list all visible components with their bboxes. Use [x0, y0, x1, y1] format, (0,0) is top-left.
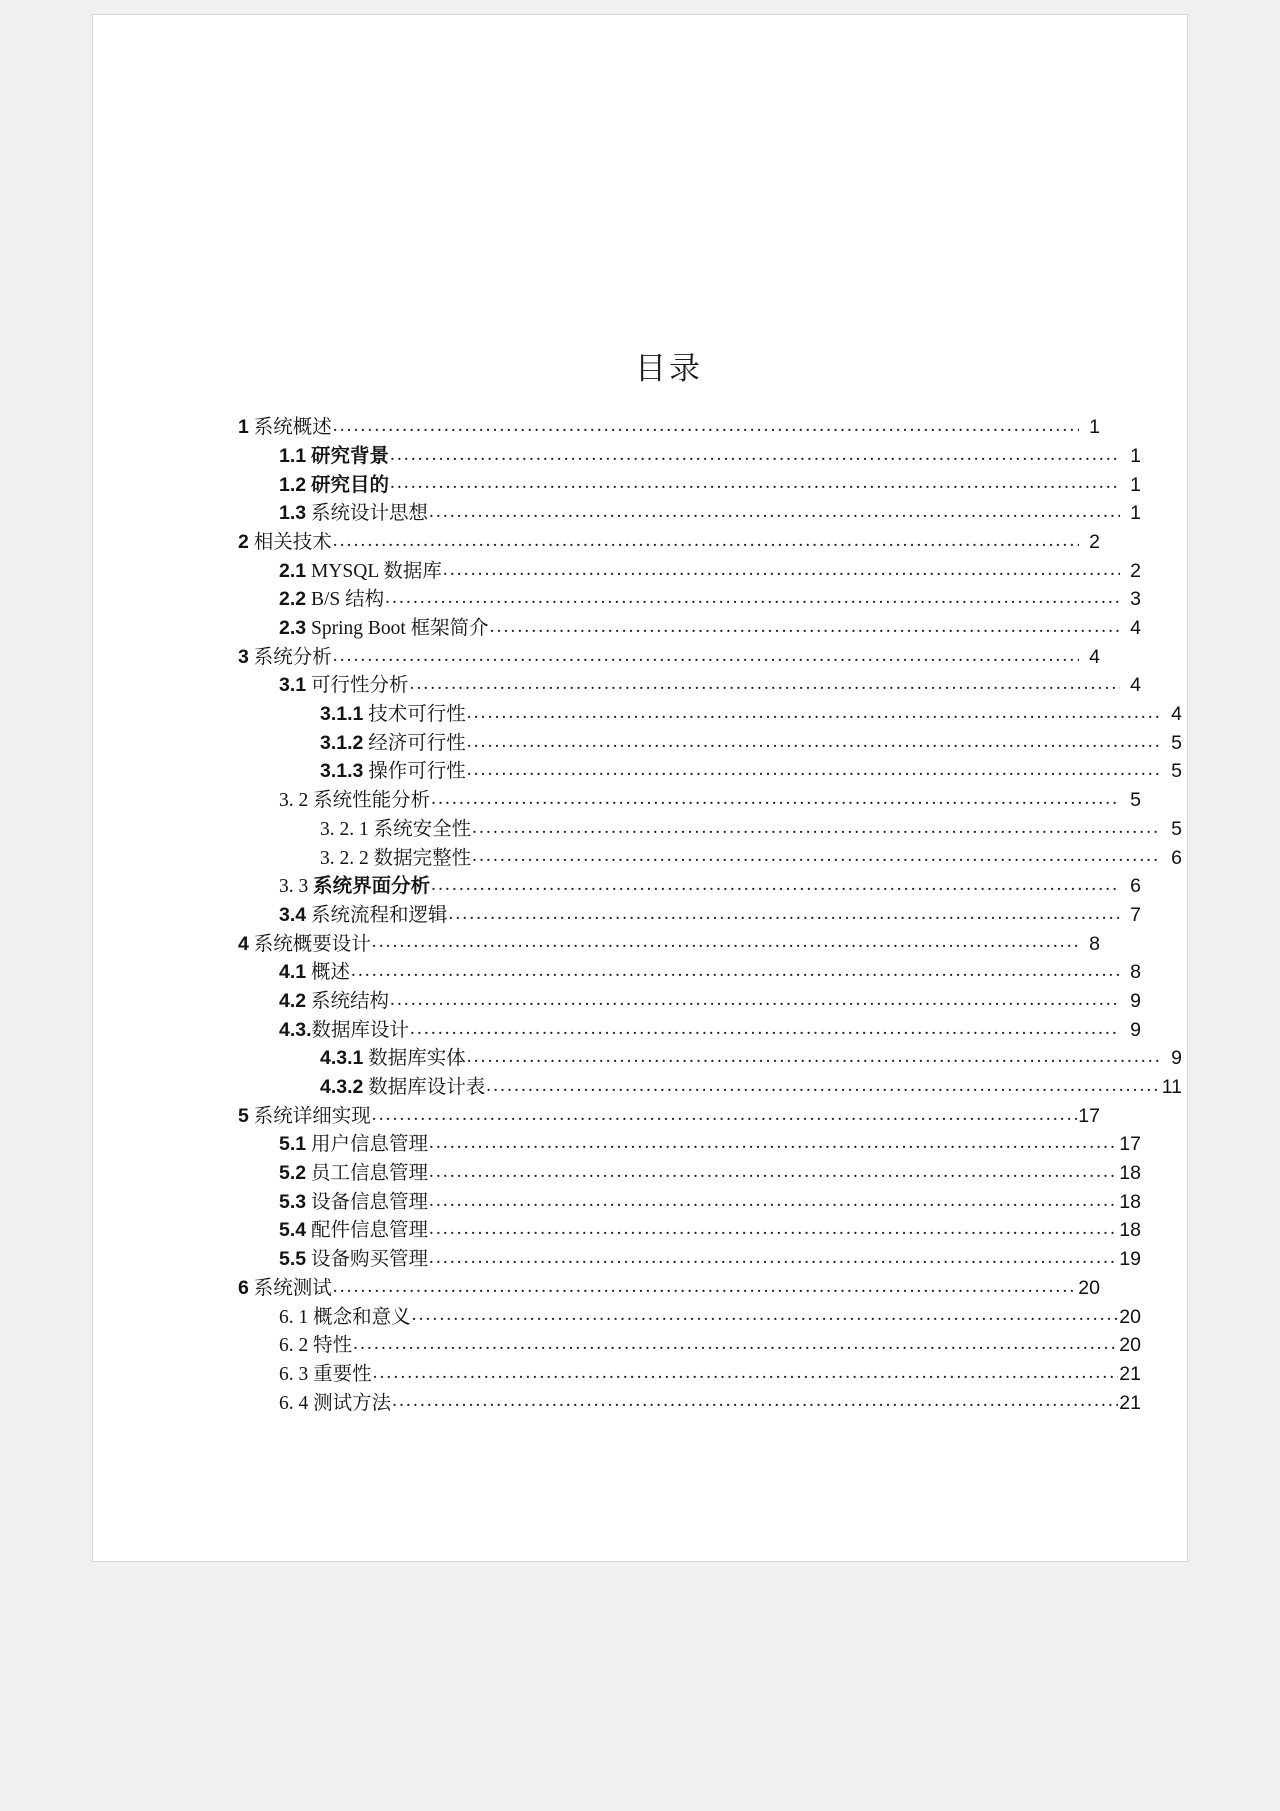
toc-entry-label	[238, 1104, 371, 1127]
toc-entry-page-number: 5	[1171, 817, 1182, 840]
toc-entry[interactable]	[238, 905, 1141, 926]
toc-entry-page-number: 8	[1089, 932, 1100, 955]
toc-entry-label	[320, 1078, 485, 1098]
toc-entry-text: 系统结构	[310, 990, 389, 1012]
document-page	[92, 14, 1188, 1562]
toc-entry[interactable]	[238, 819, 1182, 840]
toc-entry-text: 重要性	[313, 1363, 372, 1385]
toc-entry-text: 系统概述	[253, 417, 332, 439]
toc-entry-page-number: 17	[1119, 1133, 1141, 1156]
toc-entry-number: 2	[238, 530, 249, 553]
toc-entry-number: 5.1	[279, 1133, 307, 1156]
toc-leader-dots	[429, 1163, 1118, 1179]
toc-entry-text: 设备信息管理	[310, 1191, 428, 1213]
toc-entry-number: 4.2	[279, 989, 307, 1012]
toc-entry-number: 2.2	[279, 588, 307, 611]
toc-entry[interactable]	[238, 647, 1100, 668]
toc-entry-text: 操作可行性	[368, 761, 466, 783]
toc-entry-page-number: 18	[1119, 1219, 1141, 1242]
toc-leader-dots	[467, 704, 1161, 720]
toc-entry-number: 3	[238, 645, 249, 668]
toc-entry-page-number: 18	[1119, 1162, 1141, 1185]
toc-entry-text: 系统界面分析	[313, 875, 431, 898]
toc-entry-page-number: 7	[1130, 903, 1141, 926]
toc-entry[interactable]	[238, 704, 1182, 725]
toc-entry-number: 3.1.2	[320, 731, 364, 754]
toc-entry-number: 2.1	[279, 559, 307, 582]
toc-entry-label	[279, 1365, 372, 1385]
toc-entry-label	[279, 676, 409, 696]
toc-entry-text: 概念和意义	[313, 1306, 411, 1328]
toc-entry-number: 1.3	[279, 502, 307, 525]
toc-entry-text: 可行性分析	[310, 675, 409, 697]
toc-entry-page-number: 11	[1161, 1076, 1182, 1098]
toc-entry-page-number: 21	[1119, 1362, 1141, 1385]
toc-entry-page-number: 1	[1130, 444, 1141, 467]
toc-leader-dots	[472, 848, 1161, 864]
toc-entry-page-number: 4	[1171, 703, 1182, 726]
toc-leader-dots	[373, 1364, 1119, 1380]
toc-entry-page-number: 20	[1078, 1276, 1100, 1299]
toc-entry[interactable]	[238, 1220, 1141, 1241]
toc-leader-dots	[390, 446, 1120, 462]
toc-entry[interactable]	[238, 503, 1141, 524]
toc-entry-number: 4	[238, 932, 249, 955]
toc-entry[interactable]	[238, 417, 1100, 438]
toc-entry-number: 3. 2	[279, 790, 309, 812]
toc-entry-page-number: 6	[1130, 875, 1141, 898]
toc-entry-page-number: 5	[1171, 731, 1182, 754]
toc-entry-label	[238, 932, 371, 955]
toc-leader-dots	[490, 618, 1120, 634]
toc-leader-dots	[472, 819, 1161, 835]
toc-entry-label	[279, 1018, 410, 1041]
toc-leader-dots	[429, 1134, 1118, 1150]
toc-entry[interactable]	[238, 1192, 1141, 1213]
toc-entry-number: 3.1.1	[320, 703, 364, 726]
toc-entry-page-number: 2	[1130, 559, 1141, 582]
toc-entry-text: MYSQL 数据库	[310, 560, 442, 582]
table-of-contents	[238, 416, 1182, 1414]
toc-entry-label	[320, 1049, 466, 1069]
toc-entry-label	[279, 619, 489, 639]
toc-entry-page-number: 4	[1130, 674, 1141, 697]
toc-entry-page-number: 18	[1119, 1190, 1141, 1213]
toc-leader-dots	[429, 1192, 1118, 1208]
toc-entry[interactable]	[238, 1020, 1141, 1041]
toc-leader-dots	[351, 962, 1120, 978]
page-title: 目录	[635, 351, 703, 386]
toc-leader-dots	[410, 1020, 1120, 1036]
toc-entry[interactable]	[238, 532, 1100, 553]
toc-leader-dots	[486, 1077, 1160, 1093]
toc-entry[interactable]	[238, 1163, 1141, 1184]
toc-entry[interactable]	[238, 1364, 1141, 1385]
toc-entry-text: 特性	[313, 1335, 353, 1357]
toc-entry-label	[238, 530, 332, 553]
toc-entry-number: 2.3	[279, 617, 307, 639]
toc-entry[interactable]	[238, 1134, 1141, 1155]
toc-entry-number: 5.2	[279, 1162, 307, 1185]
toc-entry-page-number: 1	[1130, 473, 1141, 496]
toc-entry-text: 相关技术	[253, 531, 332, 553]
toc-entry-label	[279, 963, 350, 983]
toc-entry-text: 用户信息管理	[310, 1134, 428, 1156]
toc-entry-text: 系统设计思想	[310, 503, 428, 525]
toc-leader-dots	[385, 589, 1120, 605]
toc-entry[interactable]	[238, 1335, 1141, 1356]
toc-entry-number: 1.1	[279, 444, 307, 467]
toc-entry-number: 3.4	[279, 903, 307, 926]
toc-leader-dots	[390, 475, 1120, 491]
toc-entry[interactable]	[238, 962, 1141, 983]
toc-entry-text: 系统分析	[253, 646, 332, 668]
toc-entry-text: 系统性能分析	[313, 790, 431, 812]
toc-entry[interactable]	[238, 761, 1182, 782]
toc-leader-dots	[467, 761, 1161, 777]
toc-entry-number: 3. 2. 2	[320, 847, 369, 869]
toc-entry[interactable]	[238, 934, 1100, 955]
toc-leader-dots	[429, 1249, 1118, 1265]
toc-entry-text: 员工信息管理	[310, 1163, 428, 1185]
toc-entry[interactable]	[238, 1249, 1141, 1270]
toc-entry-label	[279, 504, 428, 524]
toc-entry-page-number: 3	[1130, 588, 1141, 611]
toc-entry-page-number: 8	[1130, 961, 1141, 984]
toc-entry-label	[279, 473, 389, 496]
toc-entry-page-number: 6	[1171, 846, 1182, 869]
toc-entry[interactable]	[238, 446, 1141, 467]
toc-entry[interactable]	[238, 848, 1182, 869]
toc-entry[interactable]	[238, 475, 1141, 496]
toc-leader-dots	[412, 1307, 1119, 1323]
toc-entry-text: 经济可行性	[368, 732, 466, 754]
toc-entry-text: 数据库设计	[311, 1019, 410, 1041]
toc-entry-label	[320, 705, 466, 725]
toc-entry-page-number: 9	[1130, 989, 1141, 1012]
toc-entry-number: 1.2	[279, 473, 307, 496]
toc-entry-page-number: 4	[1130, 617, 1141, 639]
toc-entry-number: 3.1	[279, 674, 307, 697]
toc-entry[interactable]	[238, 1048, 1182, 1069]
toc-entry-page-number: 4	[1089, 645, 1100, 668]
toc-entry-label	[279, 1336, 352, 1356]
toc-entry-number: 5.3	[279, 1190, 307, 1213]
toc-entry-label	[279, 877, 430, 897]
toc-entry[interactable]	[238, 991, 1141, 1012]
toc-leader-dots	[333, 1278, 1078, 1294]
toc-entry-page-number: 2	[1089, 530, 1100, 553]
toc-entry[interactable]	[238, 1278, 1100, 1299]
toc-entry-number: 4.3.	[279, 1018, 312, 1041]
toc-entry-number: 1	[238, 416, 249, 439]
toc-leader-dots	[467, 1048, 1161, 1064]
toc-entry-page-number: 1	[1130, 502, 1141, 525]
toc-entry[interactable]	[238, 589, 1141, 610]
toc-content	[238, 350, 1182, 1421]
toc-entry-page-number: 1	[1089, 416, 1100, 439]
toc-entry-text: 研究背景	[310, 444, 389, 467]
toc-leader-dots	[372, 934, 1079, 950]
toc-entry-number: 3. 3	[279, 876, 309, 898]
toc-entry-text: 系统概要设计	[253, 933, 371, 955]
toc-entry-label	[279, 903, 448, 926]
toc-leader-dots	[392, 1393, 1118, 1409]
toc-entry[interactable]	[238, 1106, 1100, 1127]
toc-entry-label	[279, 1250, 428, 1270]
toc-leader-dots	[443, 561, 1120, 577]
toc-entry-text: 系统测试	[253, 1277, 332, 1299]
toc-entry-label	[238, 645, 332, 668]
toc-leader-dots	[353, 1335, 1118, 1351]
toc-entry-page-number: 20	[1119, 1305, 1141, 1328]
toc-entry[interactable]	[238, 1077, 1182, 1098]
toc-entry-label	[279, 444, 389, 467]
toc-entry-page-number: 17	[1078, 1104, 1100, 1127]
toc-entry-number: 3. 2. 1	[320, 818, 369, 840]
toc-leader-dots	[431, 790, 1120, 806]
toc-entry-number: 6. 1	[279, 1306, 309, 1328]
toc-entry-label	[279, 1190, 428, 1213]
toc-entry[interactable]	[238, 675, 1141, 696]
toc-leader-dots	[431, 876, 1120, 892]
toc-entry-text: B/S 结构	[310, 589, 385, 611]
toc-entry-number: 5.4	[279, 1219, 307, 1242]
toc-leader-dots	[372, 1106, 1078, 1122]
toc-entry[interactable]	[238, 1307, 1141, 1328]
toc-leader-dots	[429, 1220, 1118, 1236]
toc-entry-label	[279, 590, 384, 610]
toc-entry-number: 6	[238, 1276, 249, 1299]
toc-entry-text: 系统流程和逻辑	[310, 904, 448, 926]
toc-entry-label	[238, 418, 332, 438]
toc-entry[interactable]	[238, 790, 1141, 811]
toc-entry-text: 系统详细实现	[253, 1105, 371, 1127]
toc-entry-page-number: 21	[1119, 1391, 1141, 1414]
toc-entry-number: 4.3.2	[320, 1076, 364, 1098]
toc-entry-label	[279, 1164, 428, 1184]
toc-entry-label	[279, 791, 430, 811]
toc-entry-label	[320, 849, 471, 869]
toc-entry-number: 4.1	[279, 961, 307, 984]
toc-leader-dots	[449, 905, 1121, 921]
toc-entry-number: 6. 4	[279, 1392, 309, 1414]
toc-entry-text: 技术可行性	[368, 704, 466, 726]
toc-entry-text: 数据库实体	[368, 1048, 466, 1070]
toc-entry-text: 数据完整性	[373, 847, 472, 869]
toc-entry-text: 概述	[310, 962, 350, 984]
toc-leader-dots	[429, 503, 1120, 519]
toc-entry-page-number: 5	[1130, 789, 1141, 812]
toc-entry-label	[279, 1135, 428, 1155]
toc-entry-number: 6. 2	[279, 1335, 309, 1357]
toc-leader-dots	[333, 417, 1079, 433]
toc-entry[interactable]	[238, 1393, 1141, 1414]
toc-entry-number: 5.5	[279, 1248, 307, 1271]
toc-entry-label	[279, 559, 442, 582]
toc-entry-number: 5	[238, 1104, 249, 1127]
toc-entry-page-number: 5	[1171, 760, 1182, 783]
toc-entry[interactable]	[238, 876, 1141, 897]
toc-leader-dots	[333, 647, 1079, 663]
toc-entry-label	[279, 1221, 428, 1241]
toc-entry-text: 研究目的	[310, 473, 389, 496]
toc-entry[interactable]	[238, 561, 1141, 582]
toc-entry-text: 配件信息管理	[310, 1220, 428, 1242]
toc-entry-number: 3.1.3	[320, 760, 364, 783]
toc-entry-label	[320, 731, 466, 754]
toc-entry-text: 测试方法	[313, 1392, 392, 1414]
toc-entry-label	[279, 1394, 391, 1414]
toc-entry-number: 4.3.1	[320, 1047, 364, 1070]
toc-entry-label	[238, 1276, 332, 1299]
toc-entry-text: 系统安全性	[373, 818, 472, 840]
toc-entry-number: 6. 3	[279, 1363, 309, 1385]
toc-entry-label	[320, 762, 466, 782]
toc-leader-dots	[390, 991, 1120, 1007]
toc-entry[interactable]	[238, 618, 1141, 639]
toc-leader-dots	[467, 733, 1161, 749]
toc-entry-label	[279, 1308, 411, 1328]
toc-entry-text: Spring Boot 框架简介	[310, 618, 489, 639]
toc-leader-dots	[410, 675, 1121, 691]
toc-entry-label	[279, 989, 389, 1012]
toc-entry-page-number: 20	[1119, 1334, 1141, 1357]
toc-entry-text: 数据库设计表	[368, 1077, 486, 1098]
toc-leader-dots	[333, 532, 1079, 548]
toc-entry-text: 设备购买管理	[310, 1249, 428, 1271]
toc-entry[interactable]	[238, 733, 1182, 754]
toc-entry-page-number: 9	[1171, 1047, 1182, 1070]
toc-entry-label	[320, 820, 471, 840]
toc-entry-page-number: 19	[1119, 1248, 1141, 1271]
toc-entry-page-number: 9	[1130, 1018, 1141, 1041]
